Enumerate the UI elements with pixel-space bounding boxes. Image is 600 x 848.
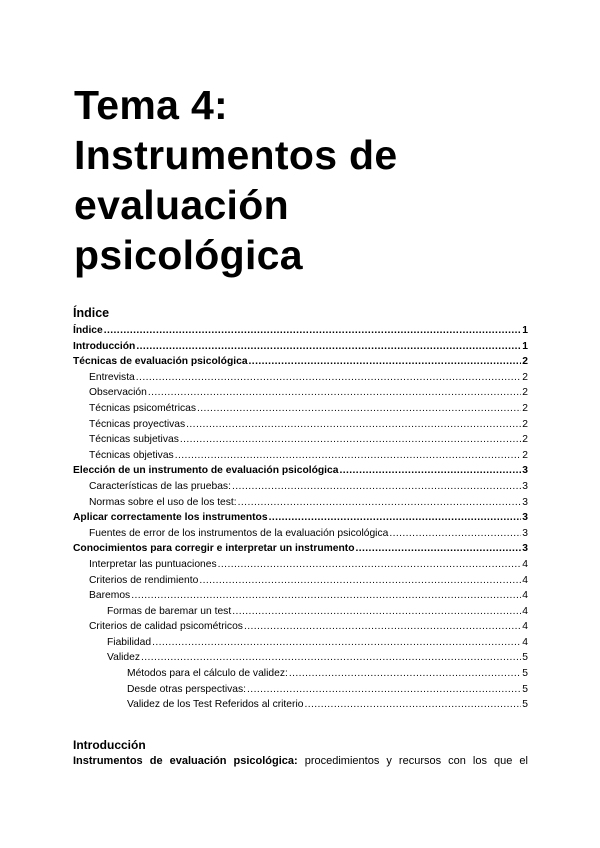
toc-leader-dots (180, 432, 521, 448)
toc-entry[interactable] (73, 432, 528, 448)
toc-entry[interactable] (73, 697, 528, 713)
toc-entry[interactable] (73, 370, 528, 386)
toc-entry-label: Observación (89, 387, 147, 399)
toc-entry-page: 2 (522, 356, 528, 368)
table-of-contents (73, 303, 528, 713)
toc-entry-page: 2 (522, 402, 528, 414)
toc-entries (73, 323, 528, 713)
toc-entry[interactable] (73, 541, 528, 557)
toc-leader-dots (186, 417, 521, 433)
toc-entry-label: Fiabilidad (107, 636, 152, 648)
toc-entry[interactable] (73, 526, 528, 542)
toc-entry-label: Criterios de calidad psicométricos (89, 621, 243, 633)
toc-entry-label: Técnicas subjetivas (89, 434, 179, 446)
toc-entry[interactable] (73, 557, 528, 573)
toc-entry-label: Validez de los Test Referidos al criterio (127, 699, 304, 711)
toc-entry-page: 2 (522, 418, 528, 430)
toc-entry[interactable] (73, 619, 528, 635)
toc-entry[interactable] (73, 510, 528, 526)
toc-entry-page: 2 (522, 387, 528, 399)
toc-entry[interactable] (73, 463, 528, 479)
toc-entry-page: 5 (522, 699, 528, 711)
title-line: Tema 4: (74, 82, 229, 128)
toc-leader-dots (289, 666, 521, 682)
toc-entry[interactable] (73, 573, 528, 589)
toc-entry-label: Elección de un instrumento de evaluación psicológica (73, 465, 339, 477)
toc-entry-page: 4 (522, 558, 528, 570)
toc-entry-page: 4 (522, 590, 528, 602)
toc-entry[interactable] (73, 448, 528, 464)
toc-entry-label: Métodos para el cálculo de validez: (127, 668, 288, 680)
toc-leader-dots (238, 495, 522, 511)
toc-leader-dots (232, 604, 521, 620)
toc-entry[interactable] (73, 650, 528, 666)
title-line: psicológica (74, 232, 303, 278)
toc-entry-page: 5 (522, 668, 528, 680)
toc-leader-dots (104, 323, 522, 339)
toc-entry-label: Desde otras perspectivas: (127, 683, 247, 695)
toc-leader-dots (244, 619, 521, 635)
toc-entry-label: Técnicas psicométricas (89, 402, 197, 414)
toc-entry-label: Introducción (73, 340, 136, 352)
toc-leader-dots (131, 588, 521, 604)
document-title (74, 80, 534, 280)
toc-leader-dots (356, 541, 522, 557)
toc-entry-page: 5 (522, 683, 528, 695)
toc-entry[interactable] (73, 588, 528, 604)
toc-entry[interactable] (73, 417, 528, 433)
toc-entry-label: Baremos (89, 590, 131, 602)
toc-leader-dots (249, 354, 522, 370)
toc-leader-dots (148, 385, 521, 401)
toc-entry-page: 4 (522, 605, 528, 617)
toc-entry-label: Formas de baremar un test (107, 605, 232, 617)
toc-entry-page: 3 (522, 543, 528, 555)
toc-entry-page: 2 (522, 449, 528, 461)
intro-body: procedimientos y recursos con los que el (297, 755, 528, 767)
toc-entry[interactable] (73, 495, 528, 511)
toc-leader-dots (218, 557, 522, 573)
toc-entry-page: 2 (522, 434, 528, 446)
toc-entry-page: 3 (522, 496, 528, 508)
toc-entry-label: Técnicas proyectivas (89, 418, 186, 430)
toc-entry-label: Fuentes de error de los instrumentos de la evaluación psicológica (89, 527, 389, 539)
toc-leader-dots (141, 650, 521, 666)
toc-entry-page: 3 (522, 512, 528, 524)
toc-entry[interactable] (73, 385, 528, 401)
title-line: Instrumentos de (74, 132, 398, 178)
toc-leader-dots (247, 682, 521, 698)
toc-entry[interactable] (73, 682, 528, 698)
toc-entry-label: Conocimientos para corregir e interpretar un instrumento (73, 543, 355, 555)
toc-entry-page: 5 (522, 652, 528, 664)
toc-leader-dots (304, 697, 521, 713)
toc-entry-page: 4 (522, 636, 528, 648)
toc-leader-dots (340, 463, 522, 479)
toc-entry-page: 3 (522, 465, 528, 477)
toc-entry-page: 4 (522, 621, 528, 633)
toc-entry-label: Normas sobre el uso de los test: (89, 496, 237, 508)
toc-entry-page: 3 (522, 480, 528, 492)
toc-entry[interactable] (73, 323, 528, 339)
toc-entry-page: 4 (522, 574, 528, 586)
toc-entry-label: Validez (107, 652, 141, 664)
toc-entry-page: 1 (522, 325, 528, 336)
toc-heading: Índice (73, 306, 110, 320)
toc-entry-label: Interpretar las puntuaciones (89, 558, 217, 570)
toc-leader-dots (269, 510, 522, 526)
toc-entry[interactable] (73, 354, 528, 370)
toc-leader-dots (232, 479, 521, 495)
toc-entry[interactable] (73, 604, 528, 620)
toc-entry[interactable] (73, 635, 528, 651)
intro-heading: Introducción (73, 738, 146, 752)
toc-leader-dots (136, 370, 521, 386)
toc-entry-label: Entrevista (89, 371, 135, 383)
toc-entry-label: Características de las pruebas: (89, 480, 231, 492)
toc-entry[interactable] (73, 479, 528, 495)
toc-entry-label: Técnicas de evaluación psicológica (73, 356, 248, 368)
toc-entry[interactable] (73, 339, 528, 355)
toc-leader-dots (197, 401, 521, 417)
toc-leader-dots (175, 448, 522, 464)
toc-entry-page: 1 (522, 340, 528, 352)
toc-entry-label: Aplicar correctamente los instrumentos (73, 512, 268, 524)
toc-entry-label: Índice (73, 325, 103, 336)
toc-leader-dots (136, 339, 521, 355)
toc-entry-page: 3 (522, 527, 528, 539)
intro-term: Instrumentos de evaluación psicológica: (73, 755, 298, 767)
toc-entry-label: Criterios de rendimiento (89, 574, 199, 586)
intro-paragraph (73, 755, 528, 767)
toc-leader-dots (389, 526, 521, 542)
toc-entry-label: Técnicas objetivas (89, 449, 174, 461)
toc-leader-dots (152, 635, 521, 651)
title-line: evaluación (74, 182, 289, 228)
toc-entry[interactable] (73, 666, 528, 682)
toc-leader-dots (199, 573, 521, 589)
toc-entry[interactable] (73, 401, 528, 417)
toc-entry-page: 2 (522, 371, 528, 383)
